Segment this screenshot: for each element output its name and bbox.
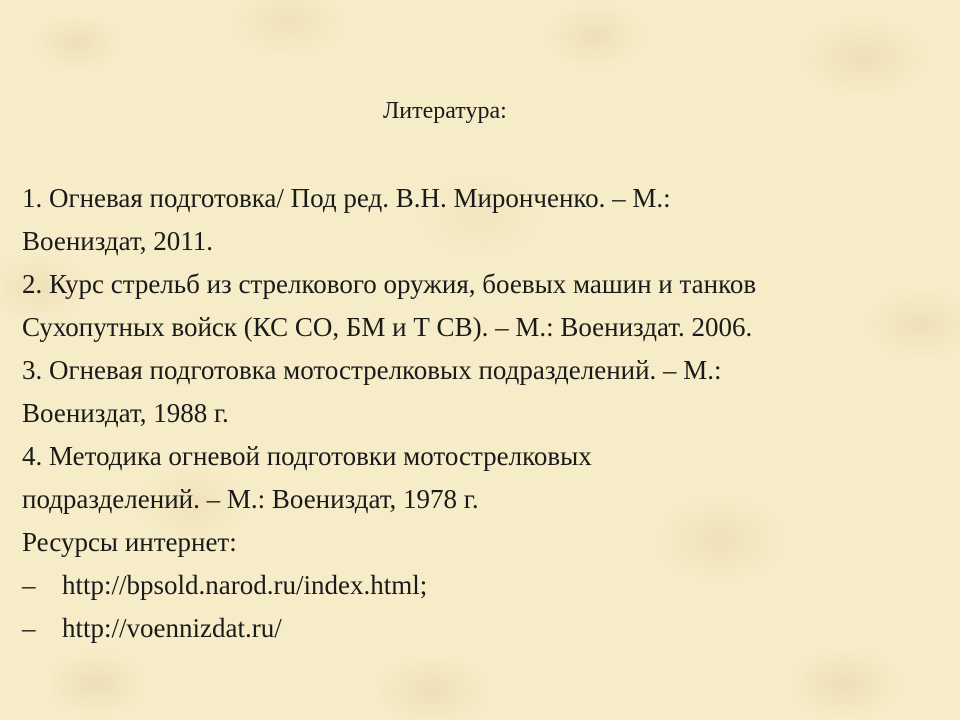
bullet-dash: – xyxy=(22,613,36,643)
resource-link-item xyxy=(22,607,942,650)
reference-line: Воениздат, 1988 г. xyxy=(22,398,229,428)
reference-line: Воениздат, 2011. xyxy=(22,226,213,256)
reference-line: 1. Огневая подготовка/ Под ред. В.Н. Миронченко. – М.: xyxy=(22,183,671,213)
reference-line: 3. Огневая подготовка мотострелковых подразделений. – М.: xyxy=(22,355,722,385)
reference-line: 2. Курс стрельб из стрелкового оружия, боевых машин и танков xyxy=(22,269,757,299)
reference-item-4 xyxy=(22,435,942,521)
literature-list xyxy=(22,177,942,650)
slide-heading: Литература: xyxy=(383,98,507,124)
reference-line: 4. Методика огневой подготовки мотострелковых xyxy=(22,441,592,471)
reference-line: Сухопутных войск (КС СО, БМ и Т СВ). – М.: Воениздат. 2006. xyxy=(22,312,753,342)
resource-link[interactable]: http://voennizdat.ru/ xyxy=(62,613,282,643)
bullet-dash: – xyxy=(22,570,36,600)
resources-title: Ресурсы интернет: xyxy=(22,527,237,557)
resource-link[interactable]: http://bpsold.narod.ru/index.html; xyxy=(62,570,428,600)
reference-line: подразделений. – М.: Воениздат, 1978 г. xyxy=(22,484,479,514)
reference-item-1 xyxy=(22,177,942,263)
reference-item-2 xyxy=(22,263,942,349)
reference-item-3 xyxy=(22,349,942,435)
resource-link-item xyxy=(22,564,942,607)
